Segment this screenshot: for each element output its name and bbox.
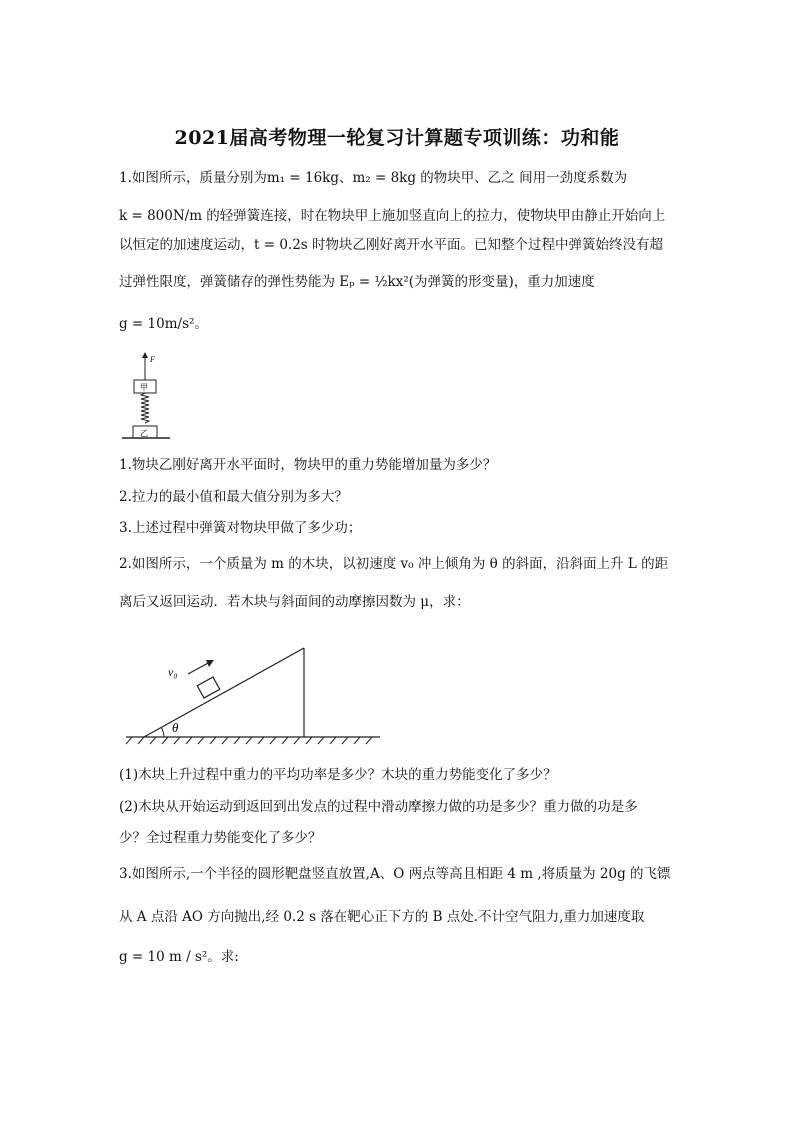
velocity-label: v₀ <box>168 665 178 679</box>
velocity-arrow <box>188 662 210 674</box>
block-jia-label: 甲 <box>140 383 148 392</box>
incline-figure <box>124 640 384 748</box>
q2-line-2: 离后又返回运动．若木块与斜面间的动摩擦因数为 μ，求： <box>119 594 470 610</box>
spring-blocks-figure <box>120 350 180 442</box>
q3-line-2: 从 A 点沿 AO 方向抛出,经 0.2 s 落在靶心正下方的 B 点处.不计空气阻力,重力加速度取 <box>119 909 645 925</box>
force-arrowhead <box>142 352 148 358</box>
block-yi-label: 乙 <box>140 429 148 438</box>
page-title: 2021届高考物理一轮复习计算题专项训练：功和能 <box>174 127 620 149</box>
q1-line-5: g = 10m/s²。 <box>119 316 208 332</box>
q1-line-1: 1.如图所示，质量分别为m₁ = 16kg、m₂ = 8kg 的物块甲、乙之 间用一劲度系数为 <box>119 170 628 186</box>
q2-sub-2a: (2)木块从开始运动到返回到出发点的过程中滑动摩擦力做的功是多少？重力做的功是多 <box>119 799 638 815</box>
q1-line-2: k = 800N/m 的轻弹簧连接，时在物块甲上施加竖直向上的拉力，使物块甲由静止开始向上 <box>119 208 666 224</box>
q2-line-1: 2.如图所示，一个质量为 m 的木块，以初速度 v₀ 冲上倾角为 θ 的斜面，沿斜面上升 L 的距 <box>119 556 669 572</box>
spring <box>141 393 149 423</box>
wooden-block <box>197 677 220 698</box>
force-label: F <box>150 355 155 364</box>
q2-sub-1: (1)木块上升过程中重力的平均功率是多少？木块的重力势能变化了多少？ <box>119 767 557 783</box>
q1-sub-2: 2.拉力的最小值和最大值分别为多大？ <box>119 489 348 505</box>
angle-label: θ <box>172 720 179 735</box>
q3-line-3: g = 10 m / s²。求: <box>119 949 239 965</box>
q1-line-3: 以恒定的加速度运动，t = 0.2s 时物块乙刚好离开水平面。已知整个过程中弹簧始终没有超 <box>119 237 664 253</box>
ground-hatching <box>126 737 372 744</box>
q2-sub-2b: 少？全过程重力势能变化了多少？ <box>119 830 322 846</box>
q1-line-4: 过弹性限度，弹簧储存的弹性势能为 Eₚ = ½kx²(为弹簧的形变量)，重力加速度 <box>119 274 595 290</box>
q3-line-1: 3.如图所示,一个半径的圆形靶盘竖直放置,A、O 两点等高且相距 4 m ,将质量为 20g 的飞镖 <box>119 866 671 882</box>
angle-arc <box>161 727 164 737</box>
q1-sub-1: 1.物块乙刚好离开水平面时，物块甲的重力势能增加量为多少？ <box>119 457 497 473</box>
incline-surface <box>144 648 304 737</box>
q1-sub-3: 3.上述过程中弹簧对物块甲做了多少功； <box>119 520 362 536</box>
